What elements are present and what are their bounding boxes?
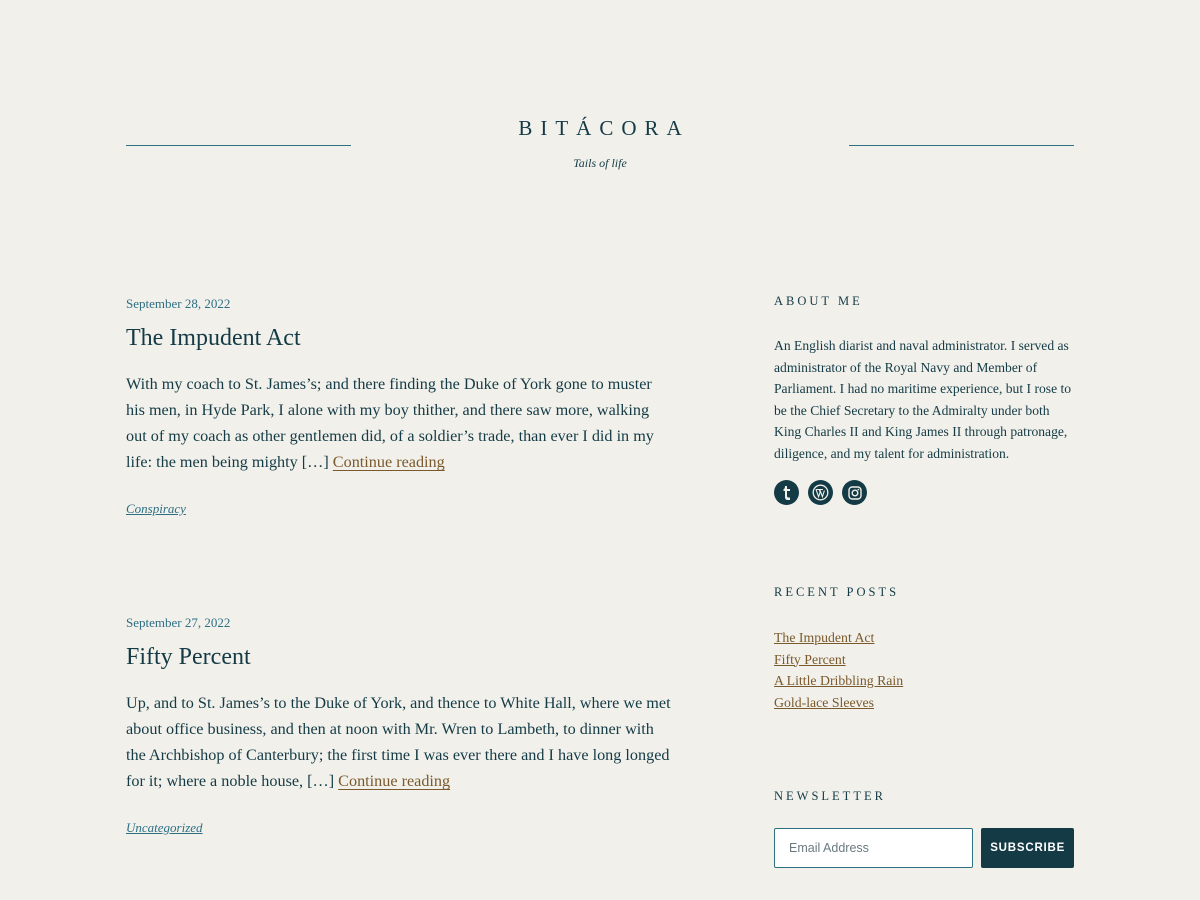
about-text: An English diarist and naval administrator. I served as administrator of the Royal Navy and Member of Parliament. I had no maritime experience, but I rose to be the Chief Secretary to the Admiralty under both King Charles II and King James II through patronage, diligence, and my talent for administration.	[774, 338, 1072, 461]
recent-posts-title: RECENT POSTS	[774, 585, 900, 599]
recent-post-link[interactable]: Fifty Percent	[774, 651, 846, 667]
list-item	[774, 692, 1074, 714]
post-list	[126, 294, 671, 836]
instagram-glyph	[848, 486, 862, 500]
header-left-rule	[126, 145, 351, 146]
post-category	[126, 820, 671, 836]
site-header	[0, 0, 1200, 200]
subscribe-button[interactable]: SUBSCRIBE	[981, 828, 1074, 868]
about-title: ABOUT ME	[774, 294, 863, 308]
recent-post-link[interactable]: Gold-lace Sleeves	[774, 694, 874, 710]
list-item	[774, 649, 1074, 671]
post-title[interactable]: Fifty Percent	[126, 644, 251, 670]
recent-posts-list	[774, 627, 1074, 713]
newsletter-form	[774, 828, 1074, 868]
post-date: September 27, 2022	[126, 615, 231, 630]
continue-reading-link[interactable]: Continue reading	[332, 453, 445, 471]
wordpress-glyph	[812, 484, 829, 501]
post-card	[126, 613, 671, 836]
about-widget	[774, 293, 1074, 505]
post-excerpt-text: Up, and to St. James’s to the Duke of York, and thence to White Hall, where we met about office business, and then at noon with Mr. Wren to Lambeth, to dinner with the Archbishop of Canterbury; the first time I was ever there and I have long longed for it; where a noble house, […]	[126, 694, 671, 790]
post-date: September 28, 2022	[126, 296, 231, 311]
post-card	[126, 294, 671, 517]
instagram-icon[interactable]	[842, 480, 867, 505]
email-field[interactable]	[774, 828, 973, 868]
list-item	[774, 627, 1074, 649]
newsletter-widget	[774, 788, 1074, 868]
recent-posts-widget	[774, 584, 1074, 713]
newsletter-title: NEWSLETTER	[774, 789, 886, 803]
post-excerpt	[126, 690, 671, 794]
header-right-rule	[849, 145, 1074, 146]
post-title[interactable]: The Impudent Act	[126, 325, 301, 351]
recent-post-link[interactable]: The Impudent Act	[774, 630, 875, 645]
post-excerpt	[126, 371, 671, 475]
continue-reading-link[interactable]: Continue reading	[338, 772, 451, 790]
category-link[interactable]: Conspiracy	[126, 501, 186, 516]
site-title[interactable]: BITÁCORA	[518, 116, 690, 140]
wordpress-icon[interactable]	[808, 480, 833, 505]
tumblr-icon[interactable]	[774, 480, 799, 505]
social-links	[774, 480, 1074, 505]
post-category	[126, 501, 671, 517]
list-item	[774, 670, 1074, 692]
sidebar	[774, 293, 1074, 868]
category-link[interactable]: Uncategorized	[126, 820, 203, 835]
recent-post-link[interactable]: A Little Dribbling Rain	[774, 673, 904, 688]
site-tagline: Tails of life	[573, 156, 627, 170]
post-excerpt-text: With my coach to St. James’s; and there finding the Duke of York gone to muster his men, in Hyde Park, I alone with my boy thither, and there saw more, walking out of my coach as other gentlemen did, of a soldier’s trade, than ever I did in my life: the men being mighty […]	[126, 375, 654, 471]
tumblr-glyph	[782, 486, 792, 500]
